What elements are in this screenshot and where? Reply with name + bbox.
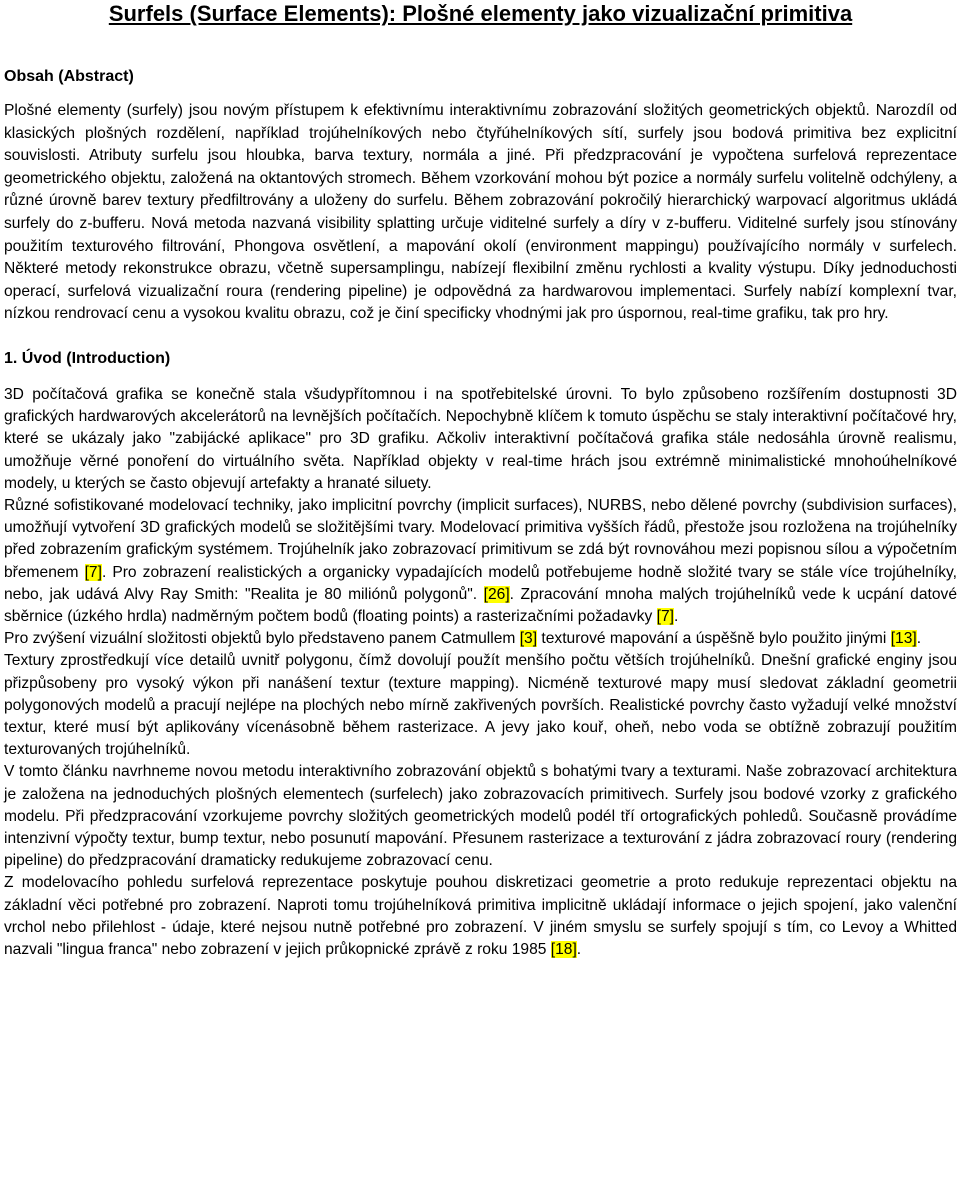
- citation-reference[interactable]: [13]: [890, 630, 917, 648]
- introduction-heading: 1. Úvod (Introduction): [4, 349, 171, 367]
- document-title: Surfels (Surface Elements): Plošné elementy jako vizualizační primitiva: [108, 1, 853, 26]
- citation-reference[interactable]: [26]: [483, 585, 510, 603]
- paragraph-text: .: [916, 630, 922, 648]
- abstract-paragraph: Plošné elementy (surfely) jsou novým přístupem k efektivnímu interaktivnímu zobrazování složitých geometrických objektů. Narozdíl od klasických plošných rozdělení, například trojúhelníkových nebo čtyřúhelníkových sítí, surfely jsou bodová primitiva bez explicitní souvislosti. Atributy surfelu jsou hloubka, barva textury, normála a jiné. Při předzpracování je vypočtena surfelová reprezentace geometrického objektu, založená na oktantových stromech. Během vzorkování mohou být pozice a normály surfelu volitelně odchýleny, a různé úrovně barev textury předfiltrovány a uloženy do surfelu. Během zobrazování pokročilý hierarchický warpovací algoritmus ukládá surfely do z-bufferu. Nová metoda nazvaná visibility splatting určuje viditelné surfely a díry v z-bufferu. Viditelné surfely jsou stínovány použitím texturového filtrování, Phongova osvětlení, a mapování okolí (environment mappingu) používajícího normály v surfelech. Některé metody rekonstrukce obrazu, včetně supersamplingu, nabízejí flexibilní změnu rychlosti a kvality výstupu. Díky jednoduchosti operací, surfelová vizualizační roura (rendering pipeline) je odpovědná za hardwarovou implementaci. Surfely nabízí komplexní tvar, nízkou rendrovací cenu a vysokou kvalitu obrazu, což je činí specificky vhodnými jak pro úspornou, real-time grafiku, tak pro hry.: [4, 102, 957, 323]
- paragraph-text: texturové mapování a úspěšně bylo použito jinými: [537, 630, 891, 648]
- introduction-paragraph: [4, 650, 957, 761]
- introduction-paragraph: [4, 761, 957, 872]
- citation-reference[interactable]: [7]: [656, 607, 674, 625]
- paragraph-text: .: [576, 941, 582, 959]
- abstract-heading: Obsah (Abstract): [4, 68, 134, 85]
- paragraph-text: Pro zvýšení vizuální složitosti objektů bylo představeno panem Catmullem: [4, 630, 520, 648]
- introduction-paragraph: [4, 628, 957, 650]
- introduction-body: [4, 384, 957, 961]
- introduction-paragraph: [4, 872, 957, 961]
- citation-reference[interactable]: [7]: [84, 563, 102, 581]
- citation-reference[interactable]: [3]: [519, 630, 538, 648]
- citation-reference[interactable]: [18]: [550, 941, 577, 959]
- paragraph-text: 3D počítačová grafika se konečně stala všudypřítomnou i na spotřebitelské úrovni. To bylo způsobeno rozšířením dostupnosti 3D grafických hardwarových akcelerátorů na levnějších počítačích. Nepochybně klíčem k tomuto úspěchu se staly interaktivní počítačové hry, které se ukázaly jako "zabijácké aplikace" pro 3D grafiku. Ačkoliv interaktivní počítačová grafika stále nedosáhla úrovně realismu, umožňuje věrné ponoření do virtuálního světa. Například objekty v real-time hrách jsou extrémně minimalistické mnohoúhelníkové modely, u kterých se často objevují artefakty a hranaté siluety.: [4, 385, 957, 492]
- paragraph-text: .: [674, 607, 679, 625]
- paragraph-text: Různé sofistikované modelovací techniky, jako implicitní povrchy (implicit surfaces), NURBS, nebo dělené povrchy (subdivision surfaces), umožňují vytvoření 3D grafických modelů se složitějšími tvary. Modelovací primitiva vyšších řádů, přestože jsou rozložena na trojúhelníky před zobrazením grafickým systémem. Trojúhelník jako zobrazovací primitivum se zdá být rovnováhou mezi popisnou sílou a výpočetním břemenem: [4, 496, 957, 581]
- paragraph-text: . Zpracování mnoha malých trojúhelníků vede k ucpání datové sběrnice (úzkého hrdla) nadměrným počtem bodů (floating points) a rasterizačními požadavky: [4, 585, 957, 625]
- introduction-paragraph: [4, 384, 957, 495]
- introduction-paragraph: [4, 495, 957, 628]
- paragraph-text: V tomto článku navrhneme novou metodu interaktivního zobrazování objektů s bohatými tvary a texturami. Naše zobrazovací architektura je založena na jednoduchých plošných elementech (surfelech) jako zobrazovacích primitivech. Surfely jsou bodové vzorky z grafického modelu. Při předzpracování vzorkujeme povrchy složitých geometrických modelů podél tří ortografických pohledů. Současně provádíme intenzivní výpočty textur, bump textur, nebo posunutí mapování. Přesunem rasterizace a texturování z jádra zobrazovací roury (rendering pipeline) do předzpracování dramaticky redukujeme zobrazovací cenu.: [4, 763, 957, 870]
- paragraph-text: Z modelovacího pohledu surfelová reprezentace poskytuje pouhou diskretizaci geometrie a proto redukuje reprezentaci objektu na základní věci potřebné pro zobrazení. Naproti tomu trojúhelníková primitiva implicitně ukládají informace o jejich spojení, jako valenční vrchol nebo přilehlost - údaje, které nejsou nutně potřebné pro zobrazení. V jiném smyslu se surfely spojují s tím, co Levoy a Whitted nazvali "lingua franca" nebo zobrazení v jejich průkopnické zprávě z roku 1985: [4, 874, 957, 959]
- paragraph-text: Textury zprostředkují více detailů uvnitř polygonu, čímž dovolují použít menšího počtu větších trojúhelníků. Dnešní grafické enginy jsou přizpůsobeny pro vysoký výkon při nanášení textur (texture mapping). Nicméně texturové mapy musí sledovat základní geometrii polygonových modelů a pracují nejlépe na plochých nebo mírně zakřivených površích. Realistické povrchy často vyžadují velké množství textur, které musí být aplikovány vícenásobně během rasterizace. A jevy jako kouř, oheň, nebo voda se obtížně zobrazují použitím texturovaných trojúhelníků.: [4, 652, 957, 759]
- paragraph-text: . Pro zobrazení realistických a organicky vypadajících modelů potřebujeme hodně složité tvary se stále více trojúhelníky, nebo, jak udává Alvy Ray Smith: "Realita je 80 miliónů polygonů".: [4, 563, 957, 603]
